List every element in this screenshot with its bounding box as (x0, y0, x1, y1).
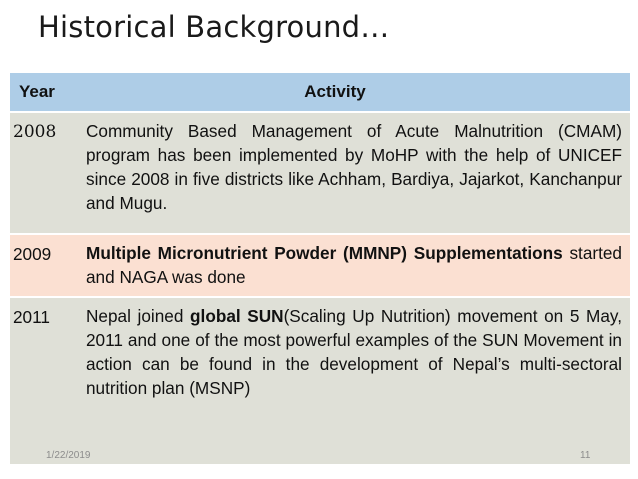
activity-cell (80, 112, 630, 234)
activity-text-bold: Multiple Micronutrient Powder (MMNP) Supplementations (86, 243, 563, 263)
activity-text: (Scaling Up Nutrition) movement on 5 May, 2011 and one of the most powerful examples of the SUN Movement in action can be found in the development of Nepal’s multi-sectoral nutrition plan (MSNP) (86, 306, 623, 398)
activity-text-bold: global SUN (190, 306, 284, 326)
slide-title: Historical Background… (38, 10, 390, 44)
activity-cell (80, 297, 630, 464)
table-row (10, 112, 630, 234)
activity-column-header: Activity (80, 73, 630, 112)
footer-date: 1/22/2019 (46, 450, 91, 461)
activity-text: Community Based Management of Acute Malnutrition (CMAM) program has been implemented by MoHP with the help of UNICEF since 2008 in five districts like Achham, Bardiya, Jajarkot, Kanchanpur and Mugu. (86, 121, 622, 213)
year-cell: 2009 (10, 234, 80, 297)
activity-cell (80, 234, 630, 297)
table-row (10, 234, 630, 297)
history-table (10, 73, 630, 464)
table-header-row (10, 73, 630, 112)
year-cell: 2011 (13, 307, 50, 327)
year-column-header: Year (10, 73, 80, 112)
year-cell: 2008 (10, 112, 80, 234)
activity-text: Nepal joined (86, 306, 191, 326)
page-number: 11 (580, 450, 591, 461)
table-row (10, 297, 630, 464)
activity-text: started and NAGA was done (86, 243, 622, 287)
